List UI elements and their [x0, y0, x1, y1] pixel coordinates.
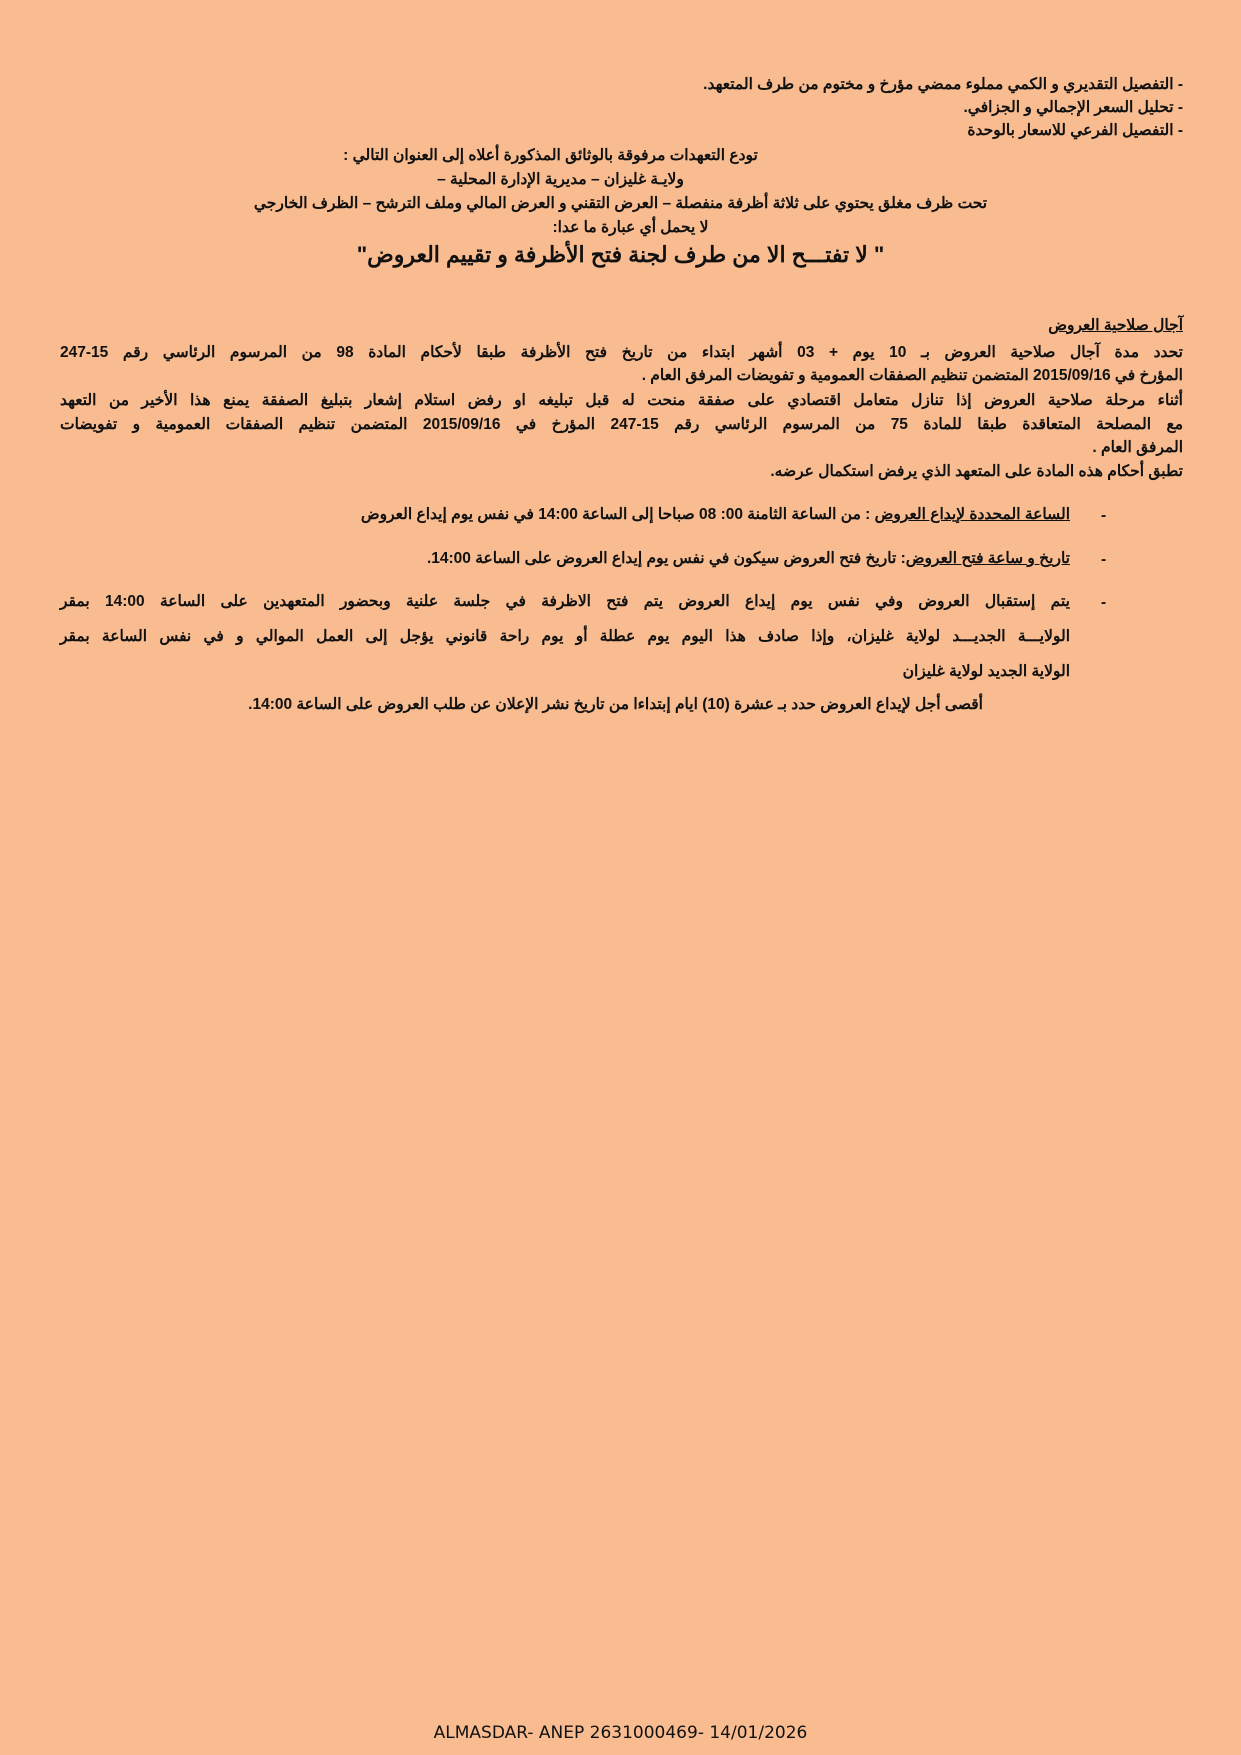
document-item: - تحليل السعر الإجمالي و الجزافي.: [963, 99, 1183, 116]
validity-line: المرفق العام .: [1092, 439, 1183, 456]
validity-line: تحدد مدة آجال صلاحية العروض بـ 10 يوم + 03 أشهر ابتداء من تاريخ فتح الأظرفة طبقا لأحكام المادة 98 من المرسوم الرئاسي رقم 15-247: [60, 344, 1183, 361]
address: ولايـة غليزان – مديرية الإدارة المحلية –: [437, 171, 684, 188]
bullet-dash: -: [1101, 507, 1107, 524]
bullet-dash: -: [1101, 551, 1107, 568]
envelope-mention: " لا تفتـــح الا من طرف لجنة فتح الأظرفة و تقييم العروض": [356, 242, 885, 267]
validity-line: المؤرخ في 2015/09/16 المتضمن تنظيم الصفقات العمومية و تفويضات المرفق العام .: [641, 367, 1183, 384]
no-mark-note: لا يحمل أي عبارة ما عدا:: [552, 219, 709, 236]
validity-heading: [1048, 316, 1183, 336]
bullet-line: الولايـــة الجديـــد لولاية غليزان، وإذا صادف هذا اليوم يوم عطلة أو يوم راحة قانوني يؤجل إلى العمل الموالي و في نفس الساعة بمقر: [60, 628, 1070, 645]
bullet-line: الولاية الجديد لولاية غليزان: [902, 663, 1070, 680]
bullet-label: الساعة المحددة لإيداع العروض: [874, 506, 1070, 523]
validity-heading-text: آجال صلاحية العروض: [1048, 317, 1183, 334]
validity-line: مع المصلحة المتعاقدة طبقا للمادة 75 من المرسوم الرئاسي رقم 15-247 المؤرخ في 2015/09/16 المتضمن تنظيم الصفقات العمومية و تفويضات: [60, 416, 1183, 433]
bullet-item: [361, 505, 1070, 525]
envelope-instructions: تحت ظرف مغلق يحتوي على ثلاثة أظرفة منفصلة – العرض التقني و العرض المالي وملف الترشح – الظرف الخارجي: [253, 195, 988, 212]
document-item: - التفصيل التقديري و الكمي مملوء ممضي مؤرخ و مختوم من طرف المتعهد.: [703, 76, 1183, 93]
bullet-dash: -: [1101, 594, 1107, 611]
address-intro: تودع التعهدات مرفوقة بالوثائق المذكورة أعلاه إلى العنوان التالي :: [343, 147, 758, 164]
bullet-text: : من الساعة الثامنة 00: 08 صباحا إلى الساعة 14:00 في نفس يوم إيداع العروض: [360, 506, 875, 523]
bullet-item: [427, 549, 1070, 569]
bullet-label: تاريخ و ساعة فتح العروض: [905, 550, 1070, 567]
validity-line: أثناء مرحلة صلاحية العروض إذا تنازل متعامل اقتصادي على صفقة منحت له قبل تبليغه او رفض استلام إشعار بتبليغ الصفقة يمنع هذا الأخير من التعهد: [60, 392, 1183, 409]
validity-line: تطبق أحكام هذه المادة على المتعهد الذي يرفض استكمال عرضه.: [770, 463, 1183, 480]
bullet-text: : تاريخ فتح العروض سيكون في نفس يوم إيداع العروض على الساعة 14:00.: [426, 550, 906, 567]
deadline: أقصى أجل لإيداع العروض حدد بـ عشرة (10) ايام إبتداءا من تاريخ نشر الإعلان عن طلب العروض على الساعة 14:00.: [248, 696, 983, 713]
bullet-line: يتم إستقبال العروض وفي نفس يوم إيداع العروض يتم فتح الاظرفة في جلسة علنية وبحضور المتعهدين على الساعة 14:00 بمقر: [60, 593, 1070, 610]
footer-reference: ALMASDAR- ANEP 2631000469- 14/01/2026: [433, 1723, 808, 1743]
document-item: - التفصيل الفرعي للاسعار بالوحدة: [967, 122, 1183, 139]
